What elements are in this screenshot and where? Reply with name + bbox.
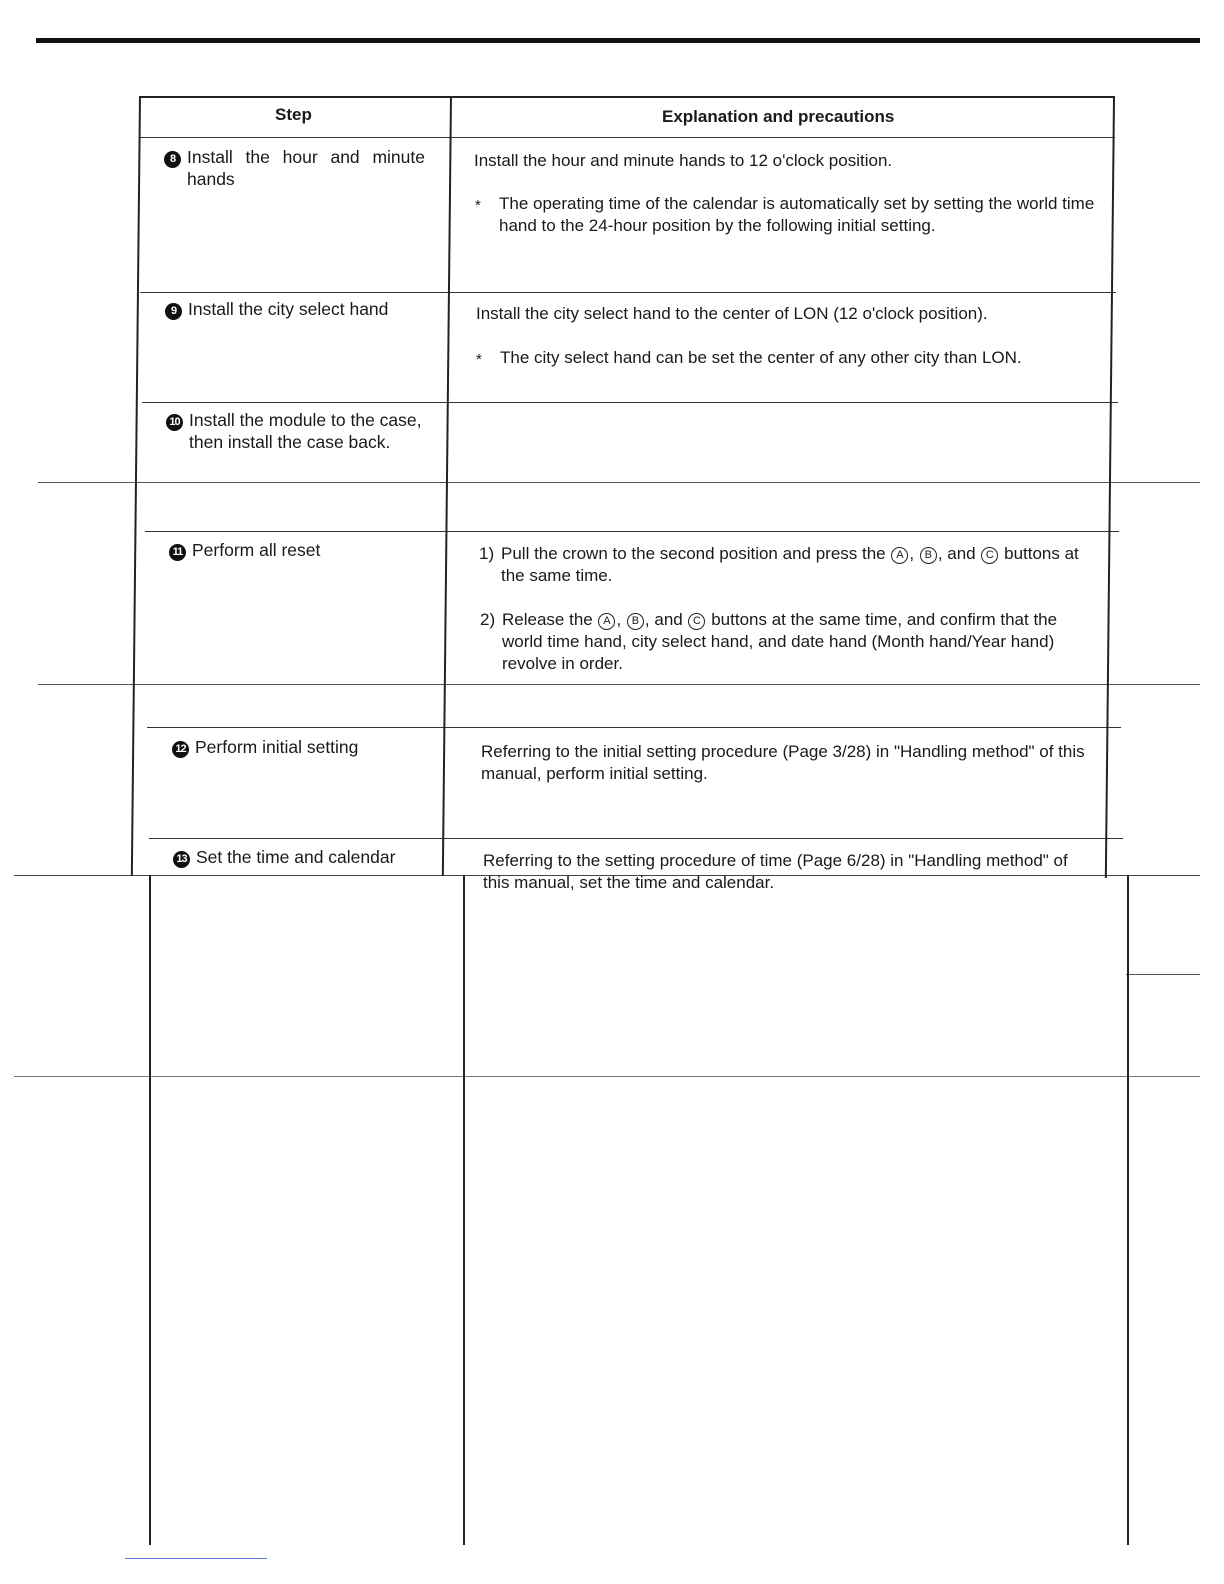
step-number-icon: 9: [165, 303, 182, 320]
table-left-border: [149, 875, 151, 1545]
step-number-icon: 11: [169, 544, 186, 561]
footer-underline: [125, 1558, 267, 1559]
note-text: The city select hand can be set the center of any other city than LON.: [500, 348, 1022, 367]
page-divider: [38, 482, 1200, 483]
step-text: Perform initial setting: [195, 737, 359, 757]
button-b-icon: B: [627, 613, 644, 630]
step-number-icon: 10: [166, 414, 183, 431]
row-divider: [149, 838, 1123, 839]
button-c-icon: C: [981, 547, 998, 564]
item-number: 2): [480, 610, 496, 629]
row-divider: [140, 292, 1116, 293]
button-a-icon: A: [598, 613, 615, 630]
note: [476, 347, 1096, 369]
table-right-border: [1105, 98, 1115, 878]
step-cell: [164, 146, 428, 190]
page-divider: [14, 1076, 1200, 1077]
table-right-border: [1127, 875, 1129, 1545]
column-divider: [463, 875, 465, 1545]
step-cell: [169, 539, 439, 561]
button-a-icon: A: [891, 547, 908, 564]
step-cell: [172, 736, 442, 758]
row-divider: [147, 727, 1121, 728]
table-left-border: [131, 96, 141, 876]
asterisk-icon: *: [476, 351, 482, 368]
button-b-icon: B: [920, 547, 937, 564]
step-number-icon: 13: [173, 851, 190, 868]
step-text: Perform all reset: [192, 540, 321, 560]
list-item: [479, 543, 1079, 587]
list-item: [480, 609, 1080, 675]
row-divider: [142, 402, 1118, 403]
column-divider: [442, 96, 452, 876]
header-bottom-border: [139, 137, 1115, 138]
explanation-text: Referring to the setting procedure of time (Page 6/28) in "Handling method" of this manual, set the time and calendar.: [483, 851, 1068, 892]
step-text: Install the module to the case, then install the case back.: [189, 410, 422, 452]
page-divider: [1126, 974, 1200, 975]
note-text: The operating time of the calendar is automatically set by setting the world time hand to the 24-hour position by the following initial setting.: [499, 194, 1095, 235]
row-divider: [145, 531, 1119, 532]
step-text: Install the hour and minute hands: [187, 147, 425, 189]
asterisk-icon: *: [475, 197, 481, 214]
step-number-icon: 8: [164, 151, 181, 168]
note: [475, 193, 1095, 237]
explanation-text: Install the hour and minute hands to 12 o'clock position.: [474, 151, 893, 170]
step-text: Install the city select hand: [188, 299, 389, 319]
explanation-text: Referring to the initial setting procedure (Page 3/28) in "Handling method" of this manual, perform initial setting.: [481, 742, 1085, 783]
item-text: Pull the crown to the second position and press the A , B , and C buttons at the same time.: [501, 544, 1079, 585]
header-step: Step: [275, 105, 312, 124]
header-explanation: Explanation and precautions: [662, 107, 895, 126]
step-text: Set the time and calendar: [196, 847, 396, 867]
item-number: 1): [479, 544, 495, 563]
page-divider: [38, 684, 1200, 685]
step-number-icon: 12: [172, 741, 189, 758]
explanation-text: Install the city select hand to the center of LON (12 o'clock position).: [476, 304, 988, 323]
table-top-border: [139, 96, 1115, 98]
top-rule: [36, 38, 1200, 43]
button-c-icon: C: [688, 613, 705, 630]
step-cell: [173, 846, 448, 868]
item-text: Release the A , B , and C buttons at the same time, and confirm that the world time hand, city select hand, and date hand (Month hand/Year hand) revolve in order.: [502, 610, 1058, 673]
step-cell: [165, 298, 435, 320]
step-cell: [166, 409, 446, 453]
